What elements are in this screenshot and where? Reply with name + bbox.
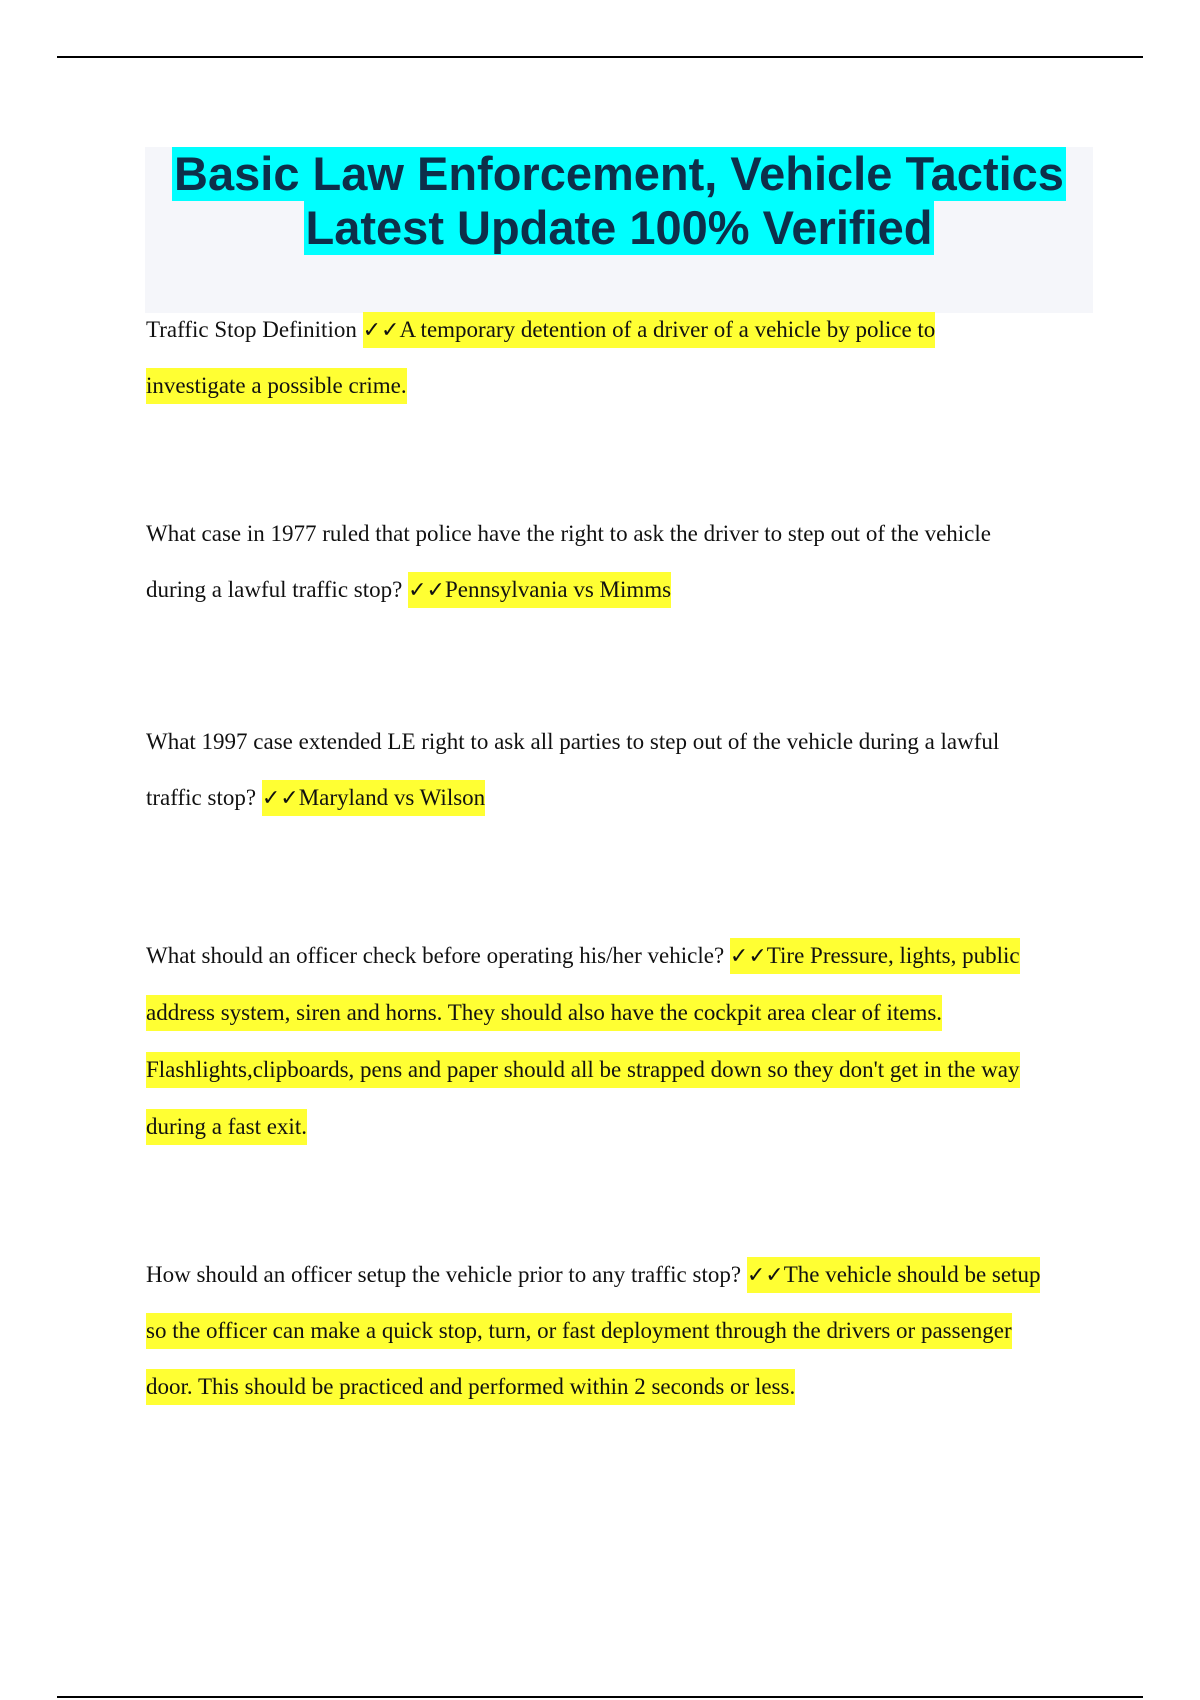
check-mark-icon: ✓✓ [746, 1263, 784, 1288]
qa-item-5 [146, 1263, 1096, 1431]
question-text: What 1997 case extended LE right to ask all parties to step out of the vehicle during a lawful [146, 729, 1000, 754]
check-mark-icon: ✓✓ [729, 944, 767, 969]
qa-item-1 [146, 318, 1096, 430]
question-text: What should an officer check before operating his/her vehicle? [146, 943, 730, 968]
qa-item-2 [146, 522, 1096, 634]
answer-text: investigate a possible crime. [146, 368, 407, 404]
question-text: Traffic Stop Definition [146, 317, 363, 342]
answer-text: Maryland vs Wilson [298, 785, 486, 810]
page-title-line-1: Basic Law Enforcement, Vehicle Tactics [174, 147, 1064, 200]
qa-item-3 [146, 730, 1096, 842]
top-rule [57, 56, 1143, 58]
answer-text: so the officer can make a quick stop, turn, or fast deployment through the drivers or passenger [146, 1313, 1012, 1349]
check-mark-icon: ✓✓ [408, 578, 445, 603]
answer-text: A temporary detention of a driver of a vehicle by police to [399, 317, 936, 342]
qa-item-4 [146, 944, 1096, 1172]
answer-text: Tire Pressure, lights, public [766, 943, 1020, 968]
answer-text: Pennsylvania vs Mimms [444, 577, 672, 602]
check-mark-icon: ✓✓ [261, 786, 299, 811]
answer-text: Flashlights,clipboards, pens and paper should all be strapped down so they don't get in the way [146, 1052, 1020, 1088]
answer-text: door. This should be practiced and performed within 2 seconds or less. [146, 1369, 795, 1405]
answer-text: The vehicle should be setup [783, 1262, 1041, 1287]
check-mark-icon: ✓✓ [362, 318, 400, 343]
bottom-rule [57, 1696, 1143, 1698]
question-text: How should an officer setup the vehicle prior to any traffic stop? [146, 1262, 747, 1287]
question-text: What case in 1977 ruled that police have the right to ask the driver to step out of the vehicle [146, 521, 991, 546]
title-block [145, 147, 1093, 313]
question-text: during a lawful traffic stop? [146, 577, 409, 602]
page-title-line-2: Latest Update 100% Verified [305, 201, 933, 254]
question-text: traffic stop? [146, 785, 262, 810]
answer-text: during a fast exit. [146, 1109, 307, 1145]
answer-text: address system, siren and horns. They should also have the cockpit area clear of items. [146, 995, 942, 1031]
